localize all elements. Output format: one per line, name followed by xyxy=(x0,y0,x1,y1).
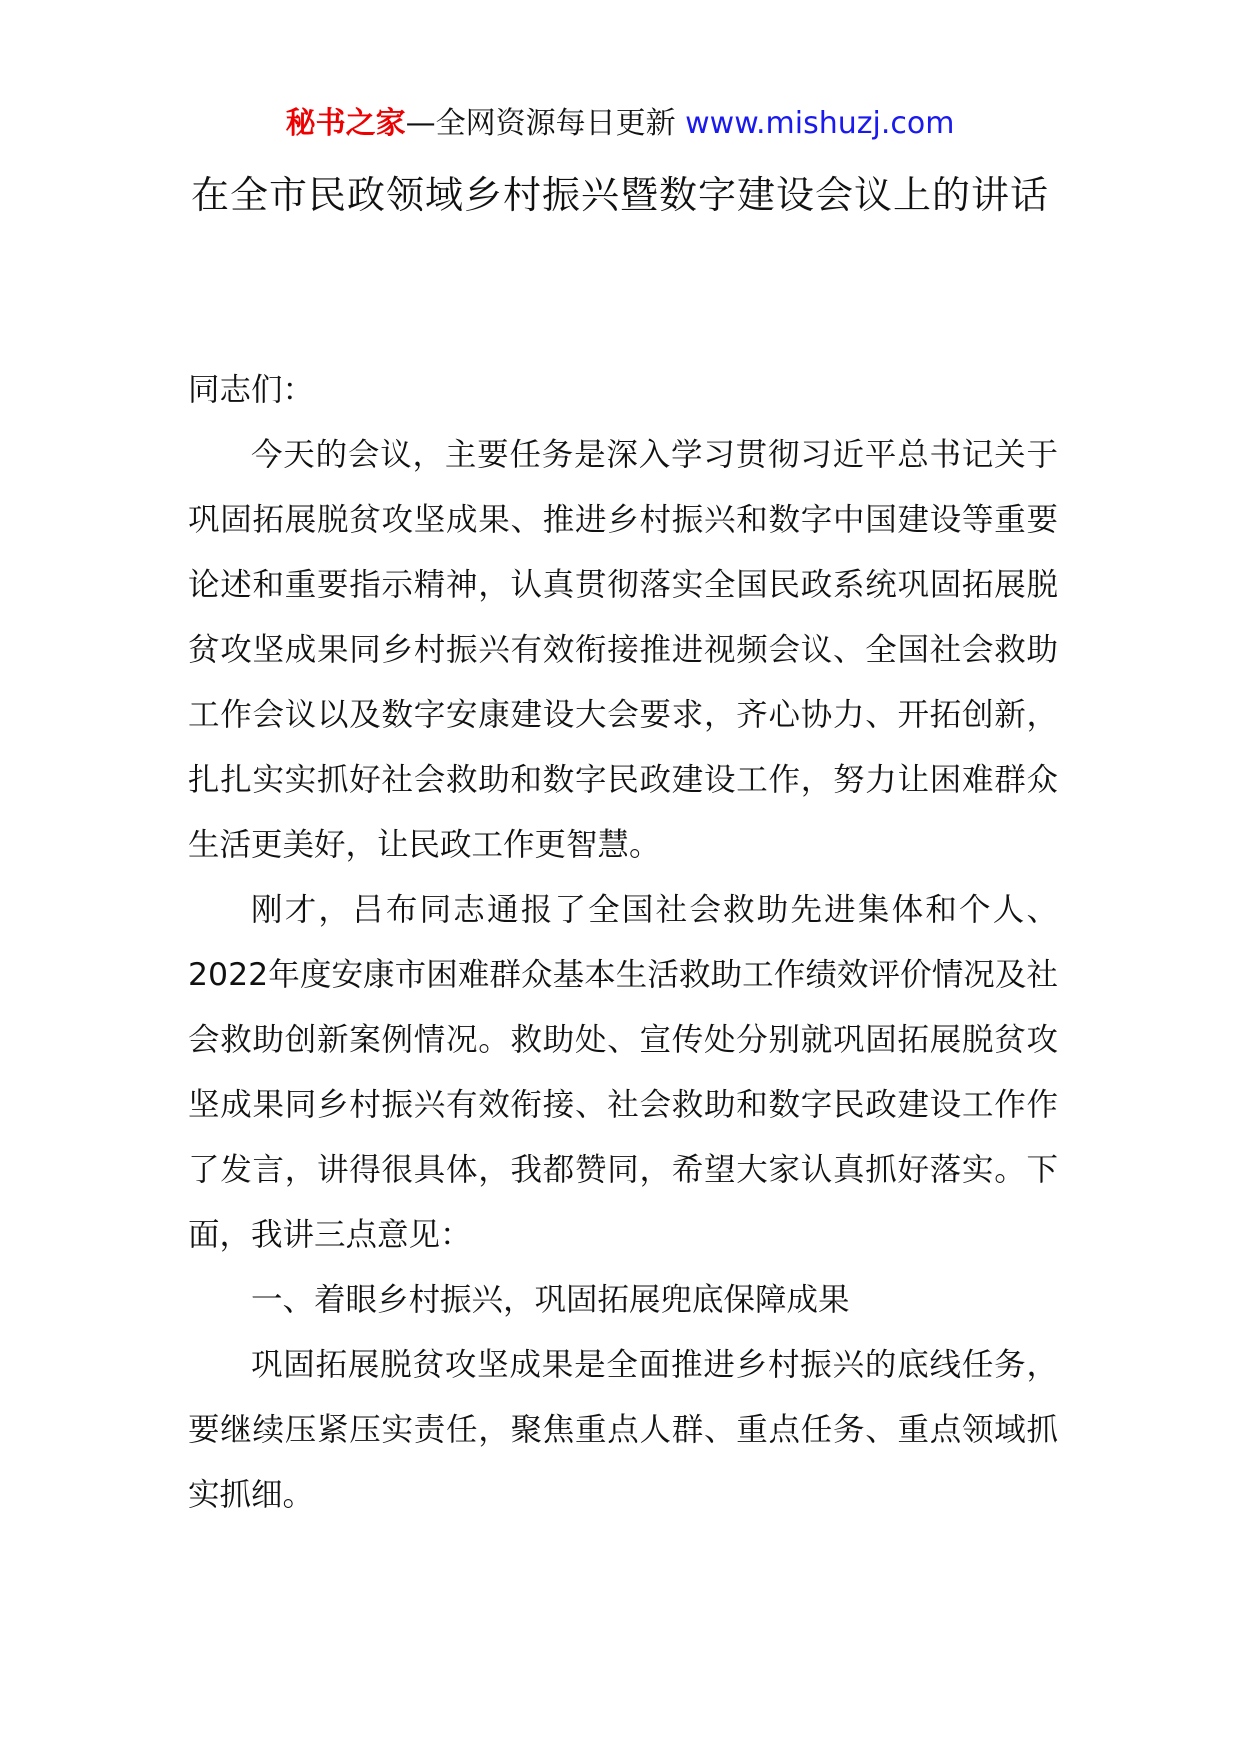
site-slogan: —全网资源每日更新 xyxy=(405,106,676,141)
section-paragraph: 巩固拓展脱贫攻坚成果是全面推进乡村振兴的底线任务，要继续压紧压实责任，聚焦重点人群、重点任务、重点领域抓实抓细。 xyxy=(188,1347,1058,1513)
document-body xyxy=(188,358,1058,1528)
paragraph-2: 刚才，吕布同志通报了全国社会救助先进集体和个人、2022年度安康市困难群众基本生活救助工作绩效评价情况及社会救助创新案例情况。救助处、宣传处分别就巩固拓展脱贫攻坚成果同乡村振兴有效衔接、社会救助和数字民政建设工作作了发言，讲得很具体，我都赞同，希望大家认真抓好落实。下面，我讲三点意见： xyxy=(188,892,1058,1253)
section-heading: 一、着眼乡村振兴，巩固拓展兜底保障成果 xyxy=(251,1282,850,1318)
site-name: 秘书之家 xyxy=(285,106,406,141)
site-url-link[interactable]: www.mishuzj.com xyxy=(685,106,955,141)
site-banner xyxy=(0,104,1240,144)
paragraph-1: 今天的会议，主要任务是深入学习贯彻习近平总书记关于巩固拓展脱贫攻坚成果、推进乡村振兴和数字中国建设等重要论述和重要指示精神，认真贯彻落实全国民政系统巩固拓展脱贫攻坚成果同乡村振兴有效衔接推进视频会议、全国社会救助工作会议以及数字安康建设大会要求，齐心协力、开拓创新，扎扎实实抓好社会救助和数字民政建设工作，努力让困难群众生活更美好，让民政工作更智慧。 xyxy=(188,437,1058,863)
document-title: 在全市民政领域乡村振兴暨数字建设会议上的讲话 xyxy=(190,173,1049,217)
salutation: 同志们： xyxy=(188,372,315,408)
